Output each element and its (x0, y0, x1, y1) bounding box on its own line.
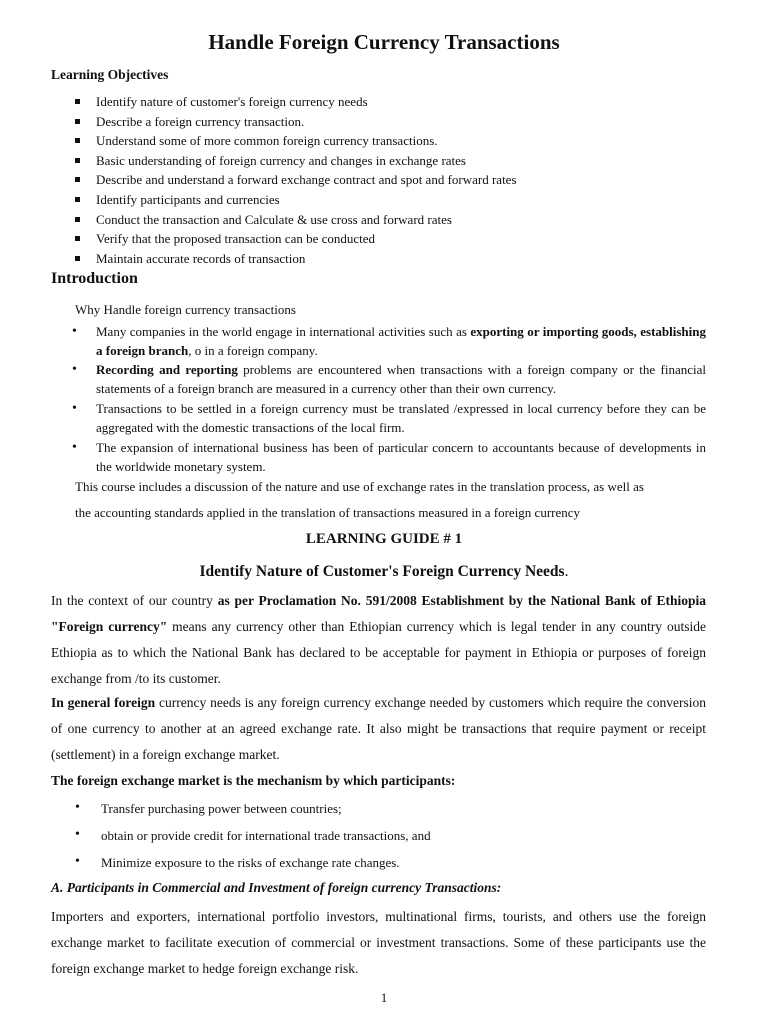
learning-objectives-heading: Learning Objectives (51, 67, 169, 82)
list-item: Maintain accurate records of transaction (0, 249, 768, 269)
introduction-heading: Introduction (51, 270, 138, 287)
intro-bullet-1-bold: exporting or importing goods, establishing a foreign branch (96, 324, 706, 358)
intro-bullet-2-text: problems are encountered when transactions with a foreign company or the financial statements of a foreign branch are measured in a currency other than their own currency. (96, 362, 706, 396)
intro-bullet-1-end: , o in a foreign company. (188, 343, 318, 358)
intro-bullet-3: • Transactions to be settled in a foreign currency must be translated /expressed in local currency before they can be aggregated with the domestic transactions of the local firm. (96, 399, 706, 437)
section-a-heading: A. Participants in Commercial and Investment of foreign currency Transactions: (51, 880, 502, 895)
intro-bullet-1 (96, 322, 706, 360)
list-item: Describe a foreign currency transaction. (0, 112, 768, 132)
why-line: Why Handle foreign currency transactions (75, 302, 296, 317)
list-item: Identify nature of customer's foreign currency needs (0, 92, 768, 112)
list-item: Verify that the proposed transaction can be conducted (0, 229, 768, 249)
p2-bold: In general foreign (51, 695, 156, 710)
intro-bullet-2-bold: Recording and reporting (96, 362, 238, 377)
list-item: Conduct the transaction and Calculate & use cross and forward rates (0, 210, 768, 230)
course-line-1: This course includes a discussion of the nature and use of exchange rates in the translation process, as well as (75, 479, 644, 494)
learning-guide-heading: LEARNING GUIDE # 1 (305, 531, 463, 547)
page-title: Handle Foreign Currency Transactions (208, 30, 560, 54)
intro-bullet-4: • The expansion of international business has been of particular concern to accountants because of developments in the worldwide monetary system. (96, 438, 706, 476)
subheading-text: Identify Nature of Customer's Foreign Currency Needs (199, 563, 565, 580)
list-item: Understand some of more common foreign currency transactions. (0, 131, 768, 151)
course-line-2: the accounting standards applied in the translation of transactions measured in a foreign currency (75, 505, 581, 520)
p1-text: In the context of our country (51, 593, 218, 608)
p1-text-end: means any currency other than Ethiopian currency which is legal tender in any country outside Ethiopia as to which the National Bank has declared to be acceptable for payment in Ethiopia or purposes of foreign exchange from /to its customer. (51, 619, 707, 686)
paragraph-participants: Importers and exporters, international portfolio investors, multinational firms, tourists, and others use the foreign exchange market to facilitate execution of commercial or investment transactions. Some of these participants use the foreign exchange market to hedge foreign exchange risk. (51, 909, 706, 976)
learning-guide-subheading (0, 563, 768, 581)
market-item: • Minimize exposure to the risks of exchange rate changes. (101, 855, 400, 871)
list-item: Describe and understand a forward exchange contract and spot and forward rates (0, 170, 768, 190)
paragraph-foreign-currency-definition (51, 588, 706, 692)
market-heading: The foreign exchange market is the mechanism by which participants: (51, 773, 456, 788)
market-item: • obtain or provide credit for international trade transactions, and (101, 828, 431, 844)
p2-text: currency needs is any foreign currency exchange needed by customers which require the conversion of one currency to another at an agreed exchange rate. It also might be transactions that require payment or receipt (settlement) in a foreign exchange market. (51, 695, 707, 762)
p1-bold: as per Proclamation No. 591/2008 Establishment by the National Bank of Ethiopia "Foreign currency" (51, 593, 707, 634)
intro-bullet-1-text: Many companies in the world engage in international activities such as (96, 324, 471, 339)
page-number: 1 (380, 990, 388, 1005)
market-item: • Transfer purchasing power between countries; (101, 801, 342, 817)
subheading-period: . (564, 563, 569, 580)
intro-bullet-2 (96, 360, 706, 398)
list-item: Basic understanding of foreign currency and changes in exchange rates (0, 151, 768, 171)
paragraph-currency-needs (51, 690, 706, 768)
list-item: Identify participants and currencies (0, 190, 768, 210)
objectives-list (0, 92, 768, 268)
